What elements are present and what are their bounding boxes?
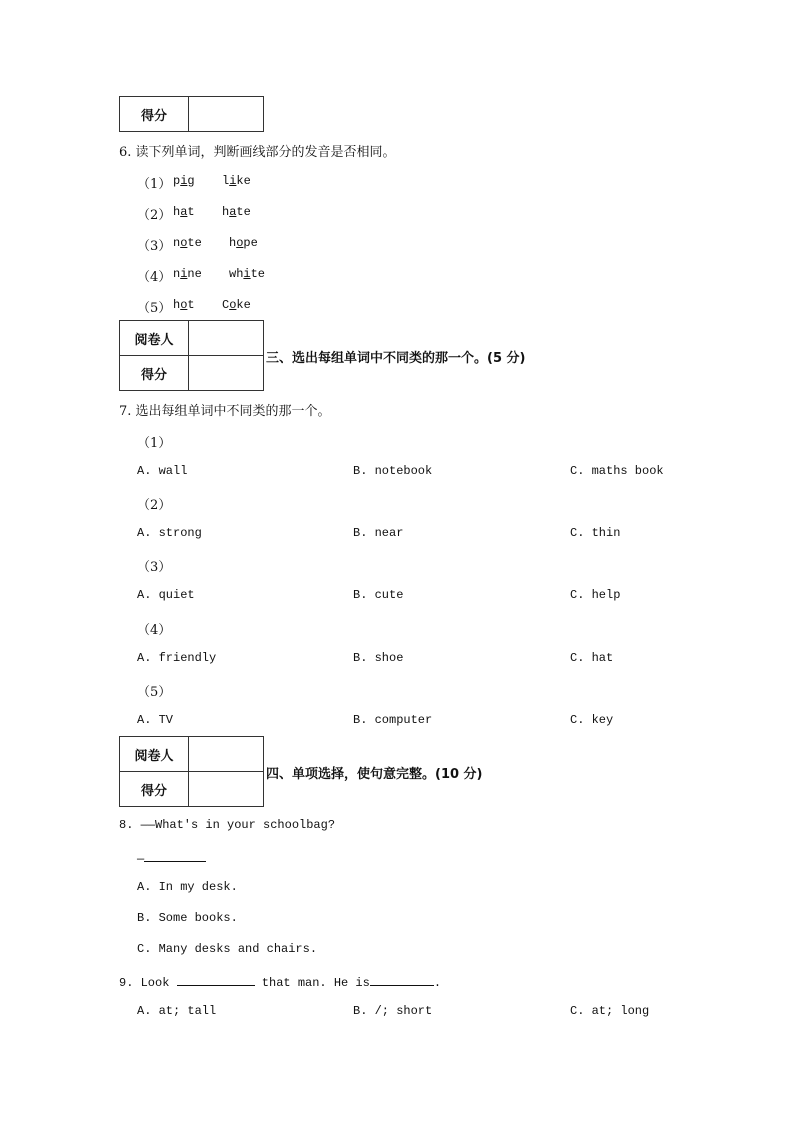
q7-option-c[interactable]: C. thin [570,526,621,540]
q6-item-number: （5） [137,301,172,316]
q6-prompt: 6. 读下列单词，判断画线部分的发音是否相同。 [119,145,396,160]
underlined-letters: a [229,205,237,219]
score-label: 得分 [120,772,189,807]
q7-option-a[interactable]: A. quiet [137,588,195,602]
q7-prompt: 7. 选出每组单词中不同类的那一个。 [119,404,331,419]
reviewer-label: 阅卷人 [120,737,189,772]
q6-word-2 [229,236,258,250]
word-part: n [173,236,181,250]
word-part: ne [187,267,202,281]
q7-option-c[interactable]: C. maths book [570,464,664,478]
q8-option-b[interactable]: B. Some books. [137,911,238,925]
word-part: h [173,298,181,312]
answer-blank[interactable] [144,849,206,862]
underlined-letters: i [180,174,188,188]
word-part: t [187,205,195,219]
word-part: l [222,174,230,188]
q7-option-b[interactable]: B. shoe [353,651,404,665]
q8-option-a[interactable]: A. In my desk. [137,880,238,894]
q7-group-number: （5） [137,685,172,700]
word-part: n [173,267,181,281]
q7-option-a[interactable]: A. TV [137,713,174,727]
q9-blank-2[interactable] [370,973,434,986]
q6-word-1 [173,205,195,219]
score-box-top [119,96,264,132]
word-part: ke [236,298,251,312]
underlined-letters: i [243,267,251,281]
q6-word-2 [229,267,265,281]
score-input-cell[interactable] [189,772,264,807]
section3-title: 三、选出每组单词中不同类的那一个。(5 分) [266,351,526,366]
underlined-letters: o [236,236,244,250]
word-part: pe [243,236,258,250]
q6-word-1 [173,298,195,312]
word-part: h [229,236,237,250]
q6-word-1 [173,267,202,281]
word-part: p [173,174,181,188]
q9-option-b[interactable]: B. /; short [353,1004,433,1018]
q9-option-c[interactable]: C. at; long [570,1004,650,1018]
q9-prompt-c: . [433,976,442,990]
q7-group-number: （2） [137,498,172,513]
section3-score-box [119,320,264,391]
underlined-letters: i [180,267,188,281]
q6-item-number: （1） [137,177,172,192]
word-part: ke [236,174,251,188]
score-input-cell[interactable] [189,356,264,391]
q9-prompt-b: that man. He is [254,976,370,990]
word-part: h [222,205,230,219]
q9-prompt-a: 9. Look [119,976,177,990]
q6-word-2 [222,298,251,312]
word-part: g [187,174,195,188]
word-part: wh [229,267,244,281]
q7-option-b[interactable]: B. cute [353,588,404,602]
q7-option-c[interactable]: C. hat [570,651,614,665]
section4-score-box [119,736,264,807]
underlined-letters: a [180,205,188,219]
q7-group-number: （4） [137,623,172,638]
q7-option-b[interactable]: B. computer [353,713,433,727]
reviewer-input-cell[interactable] [189,737,264,772]
q6-word-1 [173,174,195,188]
q7-option-a[interactable]: A. friendly [137,651,217,665]
q9-prompt [119,973,441,990]
q8-answer-line [137,849,206,866]
reviewer-input-cell[interactable] [189,321,264,356]
q6-item-number: （4） [137,270,172,285]
q7-option-a[interactable]: A. strong [137,526,202,540]
underlined-letters: o [180,298,188,312]
q6-item-number: （3） [137,239,172,254]
score-label: 得分 [120,97,189,132]
q7-option-c[interactable]: C. key [570,713,614,727]
q6-word-2 [222,205,251,219]
word-part: C [222,298,230,312]
underlined-letters: o [229,298,237,312]
q6-word-2 [222,174,251,188]
score-label: 得分 [120,356,189,391]
q7-option-b[interactable]: B. notebook [353,464,433,478]
q9-option-a[interactable]: A. at; tall [137,1004,217,1018]
score-input-cell[interactable] [189,97,264,132]
q7-option-b[interactable]: B. near [353,526,404,540]
underlined-letters: i [229,174,237,188]
word-part: h [173,205,181,219]
word-part: te [250,267,266,281]
q7-option-a[interactable]: A. wall [137,464,188,478]
answer-dash: — [137,852,145,866]
q8-prompt: 8. ——What's in your schoolbag? [119,818,336,832]
reviewer-label: 阅卷人 [120,321,189,356]
underlined-letters: o [180,236,188,250]
q6-item-number: （2） [137,208,172,223]
word-part: t [187,298,195,312]
section4-title: 四、单项选择，使句意完整。(10 分) [266,767,483,782]
q9-blank-1[interactable] [177,973,255,986]
q8-option-c[interactable]: C. Many desks and chairs. [137,942,318,956]
q7-group-number: （3） [137,560,172,575]
word-part: te [236,205,251,219]
q7-option-c[interactable]: C. help [570,588,621,602]
q6-word-1 [173,236,202,250]
word-part: te [187,236,202,250]
q7-group-number: （1） [137,436,172,451]
